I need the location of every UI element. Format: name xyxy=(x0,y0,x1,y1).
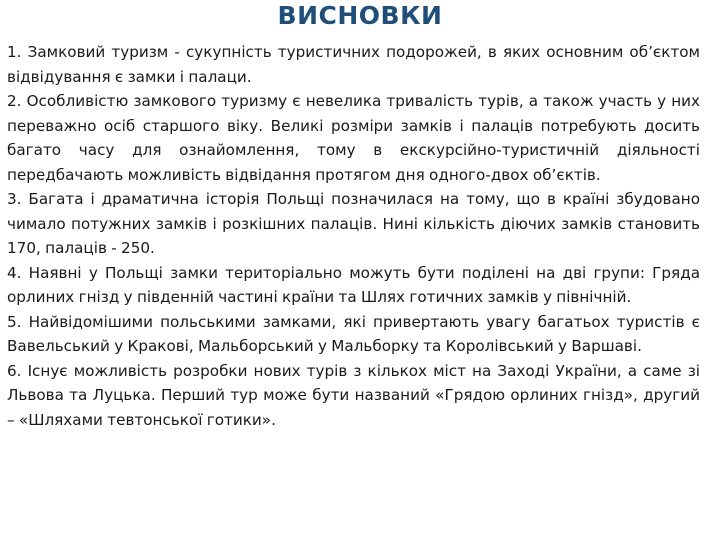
slide-title: ВИСНОВКИ xyxy=(277,1,443,30)
conclusion-item-4: 4. Наявні у Польщі замки територіально можуть бути поділені на дві групи: Гряда орлиних гнізд у південній частині країни та Шлях готичних замків у північній. xyxy=(7,263,700,306)
conclusions-text xyxy=(7,40,700,432)
conclusion-item-3: 3. Багата і драматична історія Польщі позначилася на тому, що в країні збудовано чимало потужних замків і розкішних палаців. Нині кількість діючих замків становить 170, палаців - 250. xyxy=(7,190,700,257)
conclusion-item-5: 5. Найвідомішими польськими замками, які привертають увагу багатьох туристів є Вавельський у Кракові, Мальборський у Мальборку та Королівський у Варшаві. xyxy=(7,312,700,355)
conclusion-item-6: 6. Існує можливість розробки нових турів з кількох міст на Заході України, а саме зі Львова та Луцька. Перший тур може бути названий «Грядою орлиних гнізд», другий – «Шляхами тевтонської готики». xyxy=(7,361,700,429)
conclusion-item-2: 2. Особливістю замкового туризму є невелика тривалість турів, а також участь у них переважно осіб старшого віку. Великі розміри замків і палаців потребують досить багато часу для ознайомлення, тому в екскурсійно-туристичній діяльності передбачають можливість відвідання протягом дня одного-двох об’єктів. xyxy=(7,92,700,184)
conclusion-item-1: 1. Замковий туризм - сукупність туристичних подорожей, в яких основним об’єктом відвідування є замки і палаци. xyxy=(7,43,700,86)
